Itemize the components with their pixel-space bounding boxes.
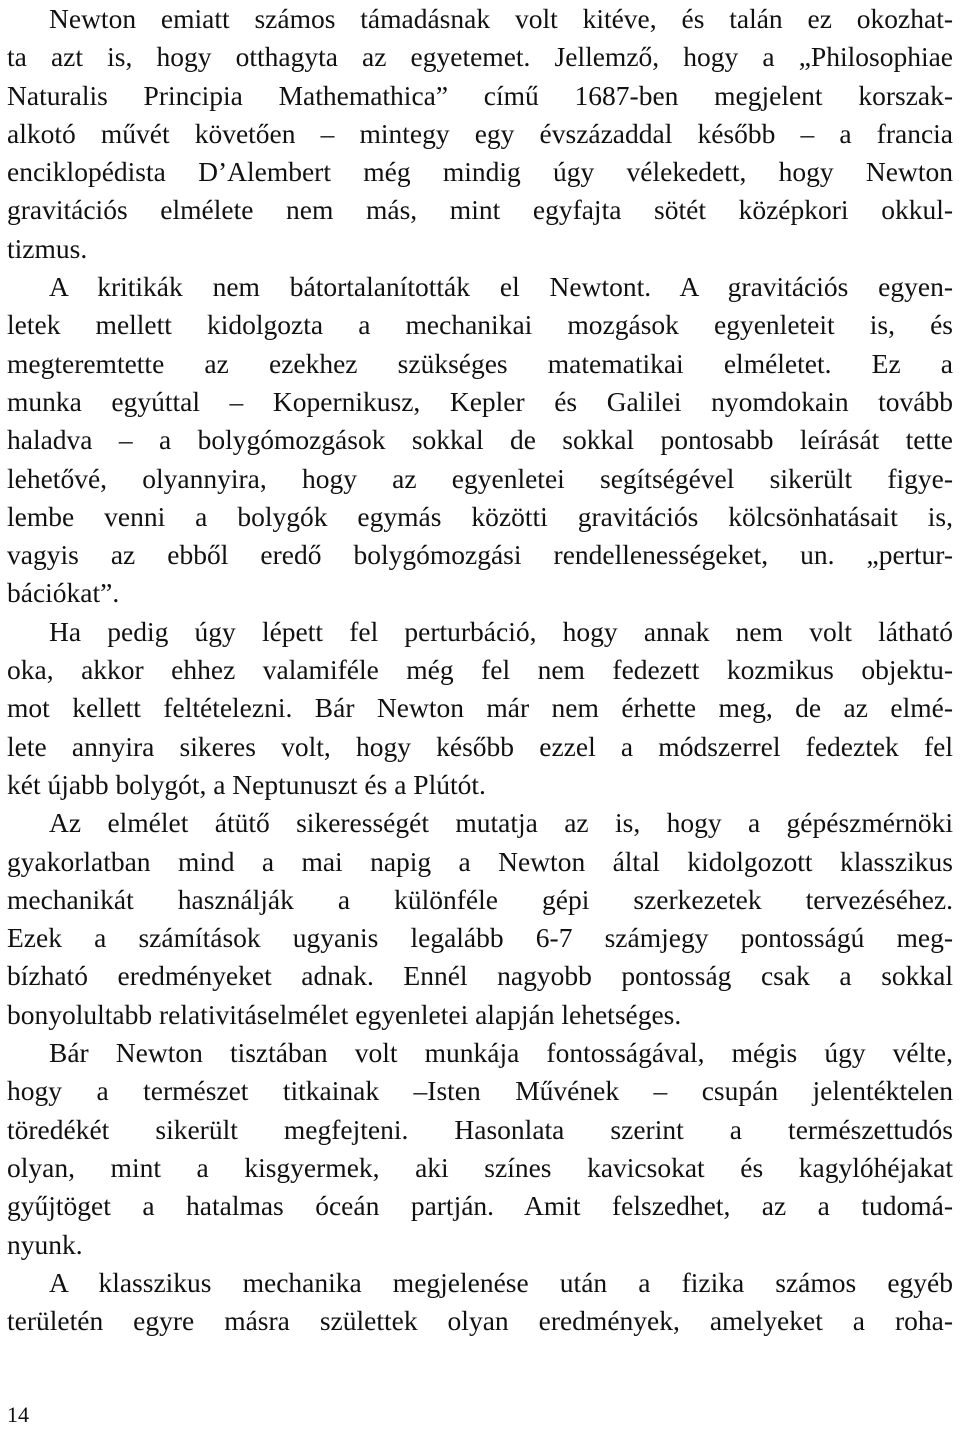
- text-line: munka egyúttal – Kopernikusz, Kepler és Galilei nyomdokain tovább: [7, 385, 953, 417]
- text-line: nyunk.: [7, 1228, 83, 1260]
- text-line: tizmus.: [7, 232, 88, 264]
- text-line: hogy a természet titkainak –Isten Művének – csupán jelentéktelen: [7, 1075, 953, 1107]
- text-line: lete annyira sikeres volt, hogy később ezzel a módszerrel fedeztek fel: [7, 730, 953, 762]
- text-line: haladva – a bolygómozgások sokkal de sokkal pontosabb leírását tette: [7, 424, 953, 456]
- text-line: vagyis az ebből eredő bolygómozgási rendellenességeket, un. „pertur-: [7, 539, 953, 571]
- book-page: [7, 0, 953, 1340]
- text-line: enciklopédista D’Alembert még mindig úgy vélekedett, hogy Newton: [7, 156, 953, 188]
- page-number: 14: [7, 1402, 29, 1427]
- paragraph: [7, 0, 953, 268]
- paragraph: [7, 268, 953, 613]
- text-line: bonyolultabb relativitáselmélet egyenletei alapján lehetséges.: [7, 998, 682, 1030]
- text-line: letek mellett kidolgozta a mechanikai mozgások egyenleteit is, és: [7, 309, 953, 341]
- text-line: két újabb bolygót, a Neptunuszt és a Plútót.: [7, 768, 486, 800]
- text-line: olyan, mint a kisgyermek, aki színes kavicsokat és kagylóhéjakat: [7, 1151, 953, 1183]
- paragraph: [7, 1034, 953, 1264]
- text-line: Ezek a számítások ugyanis legalább 6-7 számjegy pontosságú meg-: [7, 922, 953, 954]
- text-line: Az elmélet átütő sikerességét mutatja az is, hogy a gépészmérnöki: [49, 807, 953, 839]
- text-line: bációkat”.: [7, 577, 120, 609]
- text-line: Naturalis Principia Mathemathica” című 1687-ben megjelent korszak-: [7, 79, 953, 111]
- text-line: ta azt is, hogy otthagyta az egyetemet. Jellemző, hogy a „Philosophiae: [7, 41, 953, 73]
- text-line: alkotó művét követően – mintegy egy évszázaddal később – a francia: [7, 117, 953, 149]
- text-line: Bár Newton tisztában volt munkája fontosságával, mégis úgy vélte,: [49, 1037, 953, 1069]
- text-line: A kritikák nem bátortalanították el Newtont. A gravitációs egyen-: [49, 271, 953, 303]
- paragraph: [7, 1264, 953, 1341]
- text-line: bízható eredményeket adnak. Ennél nagyobb pontosság csak a sokkal: [7, 960, 953, 992]
- text-line: lembe venni a bolygók egymás közötti gravitációs kölcsönhatásait is,: [7, 500, 953, 532]
- text-line: oka, akkor ehhez valamiféle még fel nem fedezett kozmikus objektu-: [7, 654, 953, 686]
- text-line: mechanikát használják a különféle gépi szerkezetek tervezéséhez.: [7, 883, 953, 915]
- text-line: megteremtette az ezekhez szükséges matematikai elméletet. Ez a: [7, 347, 953, 379]
- text-line: gravitációs elmélete nem más, mint egyfajta sötét középkori okkul-: [7, 194, 953, 226]
- text-line: töredékét sikerült megfejteni. Hasonlata szerint a természettudós: [7, 1113, 953, 1145]
- paragraph: [7, 804, 953, 1034]
- paragraph: [7, 613, 953, 804]
- text-line: gyűjtöget a hatalmas óceán partján. Amit felszedhet, az a tudomá-: [7, 1190, 953, 1222]
- text-line: A klasszikus mechanika megjelenése után a fizika számos egyéb: [49, 1266, 953, 1298]
- text-line: gyakorlatban mind a mai napig a Newton által kidolgozott klasszikus: [7, 845, 953, 877]
- text-line: lehetővé, olyannyira, hogy az egyenletei segítségével sikerült figye-: [7, 462, 953, 494]
- text-line: Ha pedig úgy lépett fel perturbáció, hogy annak nem volt látható: [49, 615, 953, 647]
- text-line: területén egyre másra születtek olyan eredmények, amelyeket a roha-: [7, 1305, 953, 1337]
- text-line: Newton emiatt számos támadásnak volt kitéve, és talán ez okozhat-: [49, 3, 953, 34]
- text-line: mot kellett feltételezni. Bár Newton már nem érhette meg, de az elmé-: [7, 692, 953, 724]
